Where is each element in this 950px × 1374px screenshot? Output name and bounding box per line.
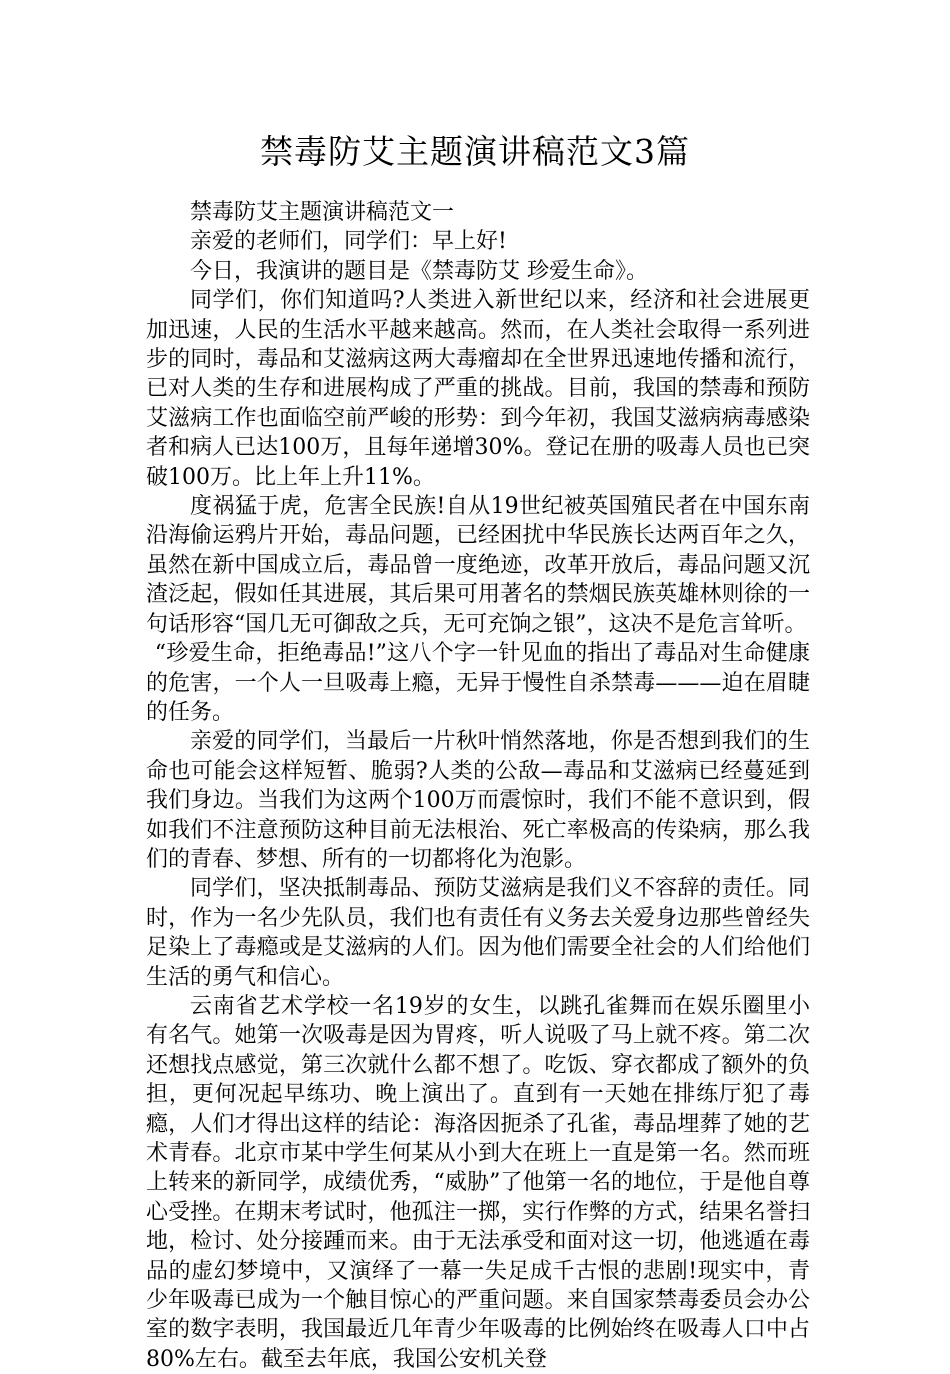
greeting-paragraph: 亲爱的老师们，同学们：早上好!: [190, 229, 507, 255]
topic-paragraph: 今日，我演讲的题目是《禁毒防艾 珍爱生命》。: [190, 258, 648, 284]
document-body: [146, 198, 810, 1374]
body-paragraph: 亲爱的同学们，当最后一片秋叶悄然落地，你是否想到我们的生命也可能会这样短暂、脆弱?人类的公敌—毒品和艾滋病已经蔓延到我们身边。当我们为这两个100万而震惊时，我们不能不意识到，假如我们不注意预防这种目前无法根治、死亡率极高的传染病，那么我们的青春、梦想、所有的一切都将化为泡影。: [146, 729, 810, 872]
body-paragraph: “珍爱生命，拒绝毒品!”这八个字一针见血的指出了毒品对生命健康的危害，一个人一旦吸毒上瘾，无异于慢性自杀禁毒———迫在眉睫的任务。: [146, 641, 810, 725]
document-title: 禁毒防艾主题演讲稿范文3篇: [260, 132, 690, 171]
section-heading: 禁毒防艾主题演讲稿范文一: [190, 200, 455, 225]
body-paragraph: 度祸猛于虎，危害全民族!自从19世纪被英国殖民者在中国东南沿海偷运鸦片开始，毒品问题，已经困扰中华民族长达两百年之久，虽然在新中国成立后，毒品曾一度绝迹，改革开放后，毒品问题又沉渣泛起，假如任其进展，其后果可用著名的禁烟民族英雄林则徐的一句话形容“国几无可御敌之兵，无可充饷之银”，这决不是危言耸听。: [146, 494, 810, 637]
body-paragraph: 同学们，坚决抵制毒品、预防艾滋病是我们义不容辞的责任。同时，作为一名少先队员，我们也有责任有义务去关爱身边那些曾经失足染上了毒瘾或是艾滋病的人们。因为他们需要全社会的人们给他们生活的勇气和信心。: [146, 876, 810, 990]
body-paragraph: 云南省艺术学校一名19岁的女生，以跳孔雀舞而在娱乐圈里小有名气。她第一次吸毒是因为胃疼，听人说吸了马上就不疼。第二次还想找点感觉，第三次就什么都不想了。吃饭、穿衣都成了额外的负担，更何况起早练功、晚上演出了。直到有一天她在排练厅犯了毒瘾，人们才得出这样的结论：海洛因扼杀了孔雀，毒品埋葬了她的艺术青春。北京市某中学生何某从小到大在班上一直是第一名。然而班上转来的新同学，成绩优秀，“威胁”了他第一名的地位，于是他自尊心受挫。在期末考试时，他孤注一掷，实行作弊的方式，结果名誉扫地，检讨、处分接踵而来。由于无法承受和面对这一切，他逃遁在毒品的虚幻梦境中，又演绎了一幕一失足成千古恨的悲剧!现实中，青少年吸毒已成为一个触目惊心的严重问题。来自国家禁毒委员会办公室的数字表明，我国最近几年青少年吸毒的比例始终在吸毒人口中占80%左右。截至去年底，我国公安机关登: [146, 993, 810, 1372]
body-paragraph: 同学们，你们知道吗?人类进入新世纪以来，经济和社会进展更加迅速，人民的生活水平越来越高。然而，在人类社会取得一系列进步的同时，毒品和艾滋病这两大毒瘤却在全世界迅速地传播和流行，已对人类的生存和进展构成了严重的挑战。目前，我国的禁毒和预防艾滋病工作也面临空前严峻的形势：到今年初，我国艾滋病病毒感染者和病人已达100万，且每年递增30%。登记在册的吸毒人员也已突破100万。比上年上升11%。: [146, 288, 810, 490]
